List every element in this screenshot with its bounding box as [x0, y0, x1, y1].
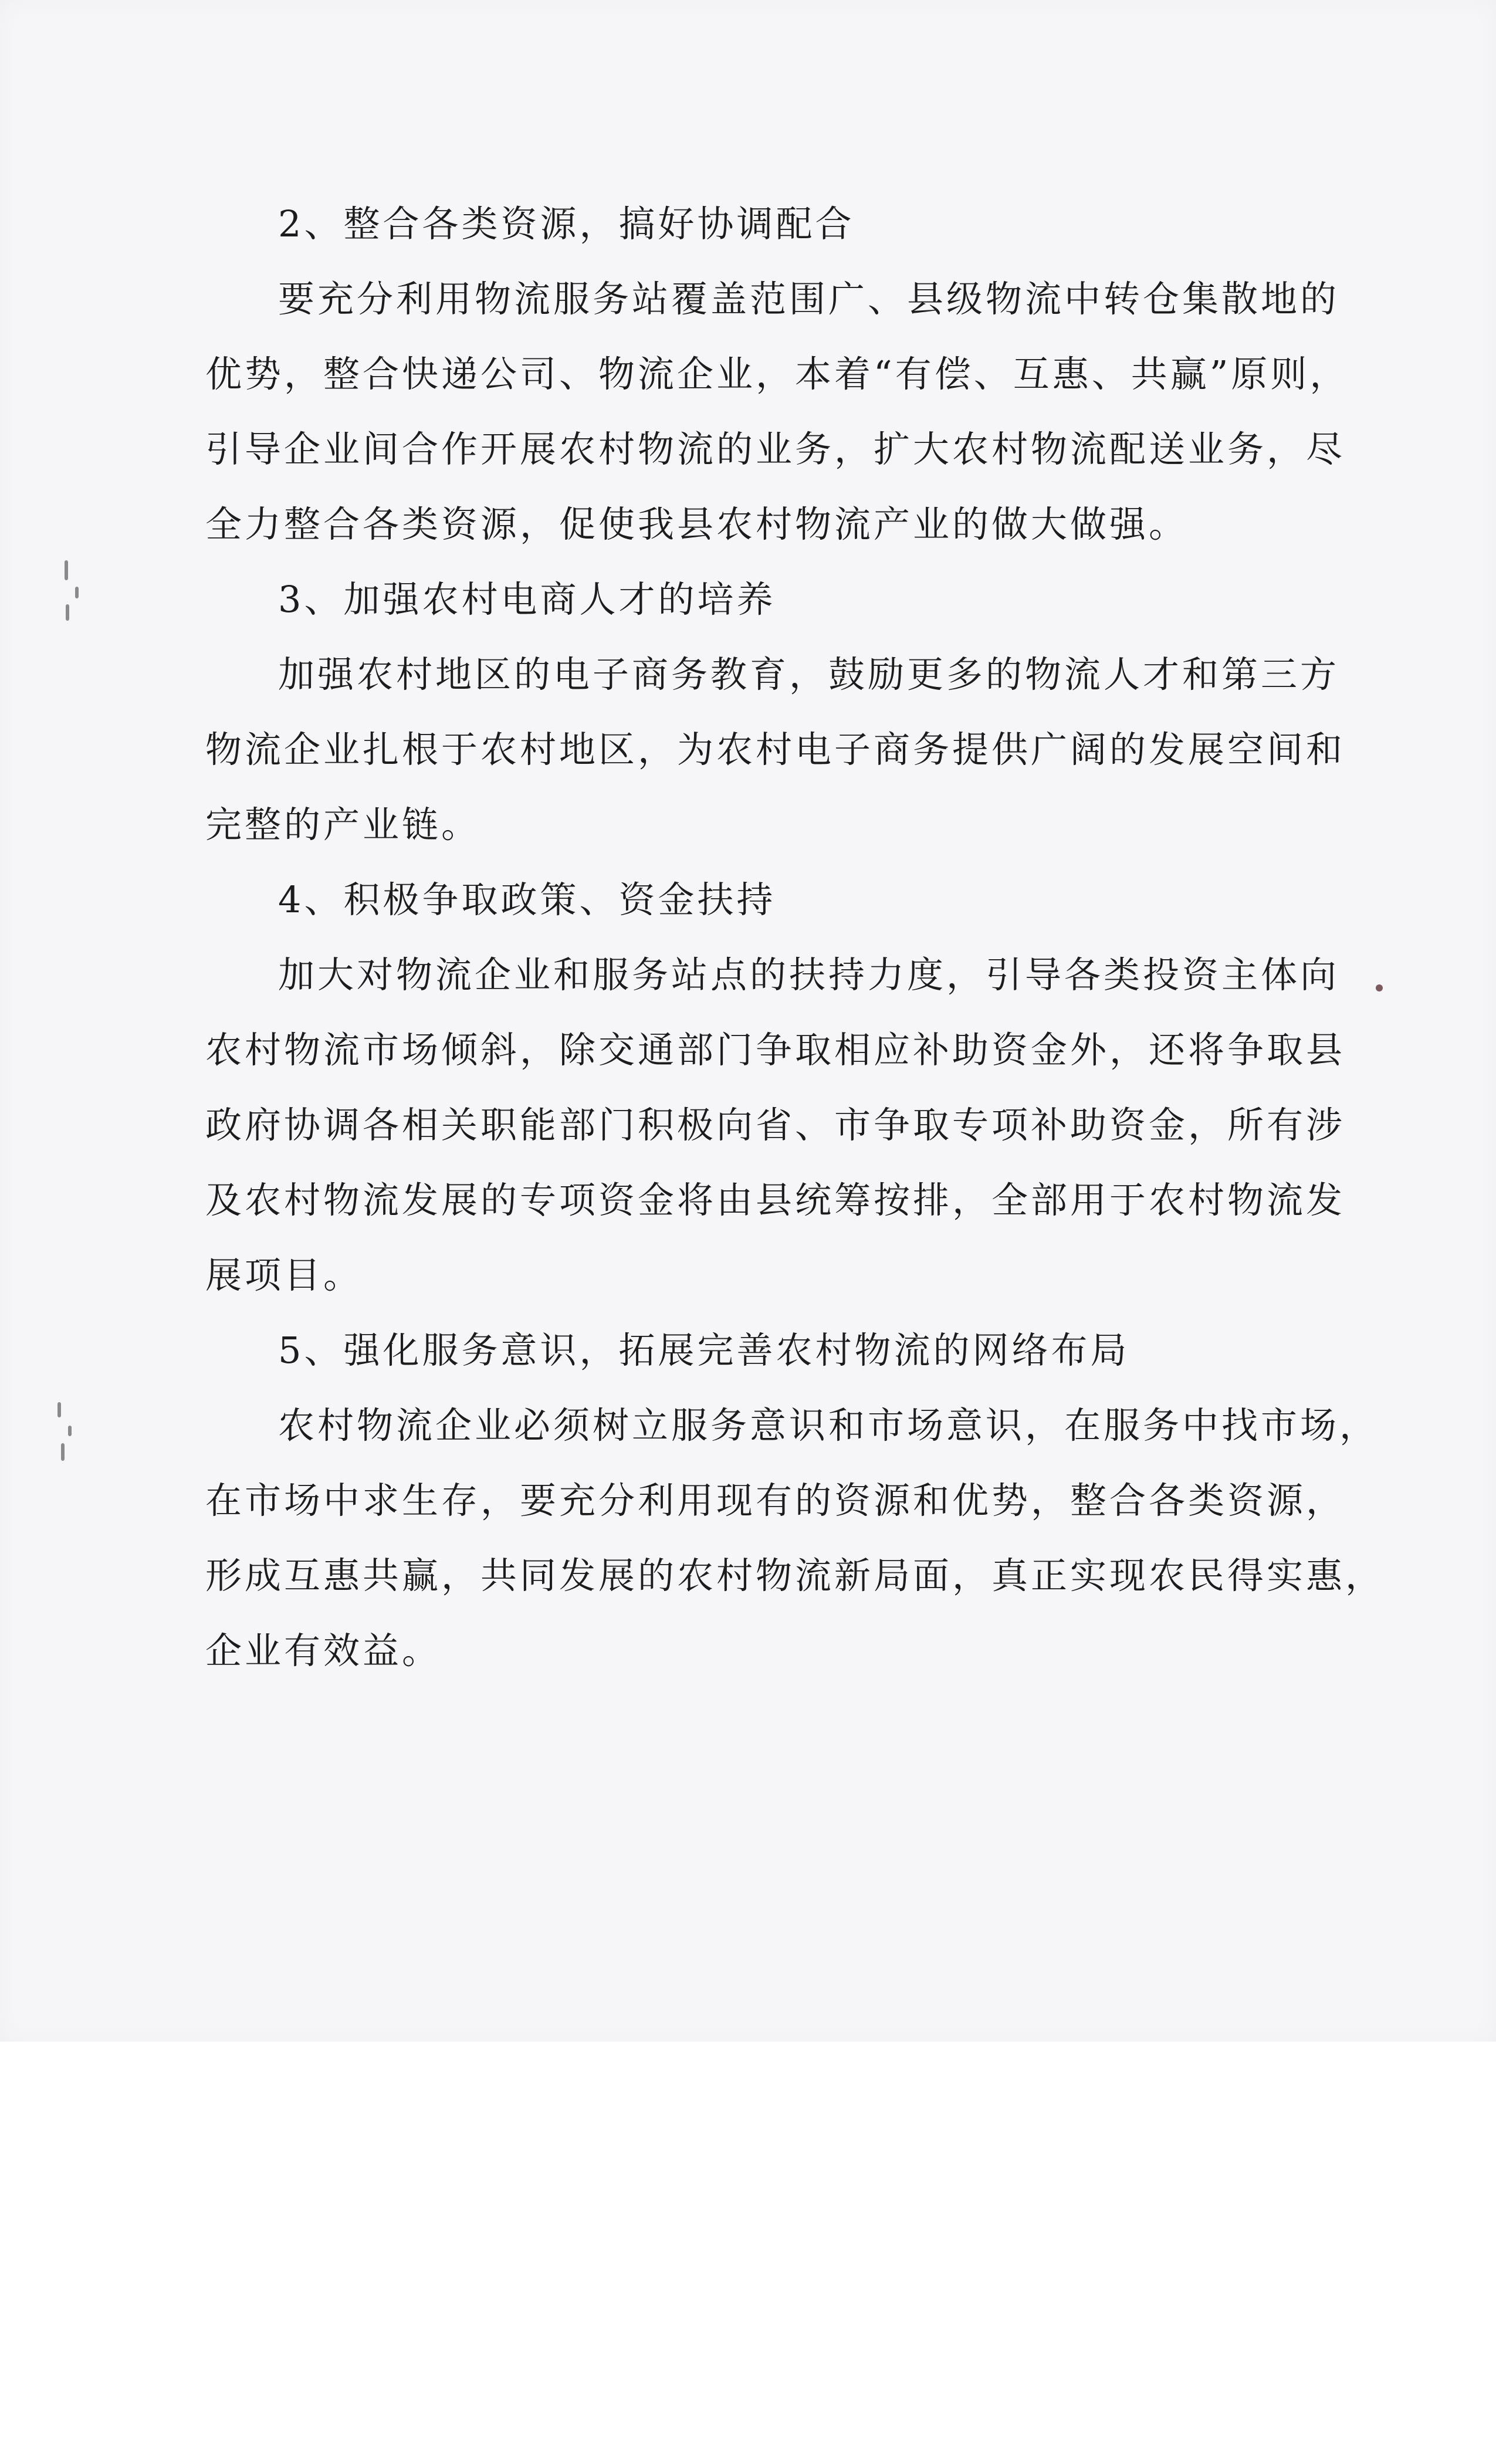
binding-hole-mark — [57, 1402, 61, 1417]
binding-hole-mark — [65, 560, 68, 580]
paragraph-line: 及农村物流发展的专项资金将由县统筹按排，全部用于农村物流发 — [205, 1179, 1346, 1221]
paragraph-line: 形成互惠共赢，共同发展的农村物流新局面，真正实现农民得实惠， — [205, 1554, 1385, 1597]
paragraph-line: 完整的产业链。 — [205, 803, 481, 846]
binding-hole-mark — [75, 587, 79, 598]
section-heading-3: 3、加强农村电商人才的培养 — [278, 578, 776, 621]
paragraph-line: 政府协调各相关职能部门积极向省、市争取专项补助资金，所有涉 — [205, 1104, 1346, 1146]
binding-hole-mark — [61, 1443, 65, 1461]
binding-hole-mark — [68, 1426, 72, 1436]
paragraph-line: 农村物流企业必须树立服务意识和市场意识，在服务中找市场， — [278, 1404, 1379, 1447]
section-heading-5: 5、强化服务意识，拓展完善农村物流的网络布局 — [278, 1329, 1130, 1372]
paragraph-line: 物流企业扎根于农村地区，为农村电子商务提供广阔的发展空间和 — [205, 728, 1346, 771]
paragraph-line: 企业有效益。 — [205, 1629, 442, 1672]
paragraph-line: 展项目。 — [205, 1254, 363, 1297]
binding-hole-mark — [66, 604, 69, 621]
paragraph-line: 加大对物流企业和服务站点的扶持力度，引导各类投资主体向 — [278, 953, 1340, 996]
ink-dot — [1376, 984, 1383, 991]
blank-area — [0, 2042, 1496, 2464]
paragraph-line: 在市场中求生存，要充分利用现有的资源和优势，整合各类资源， — [205, 1479, 1346, 1522]
section-heading-4: 4、积极争取政策、资金扶持 — [278, 878, 776, 921]
paragraph-line: 加强农村地区的电子商务教育，鼓励更多的物流人才和第三方 — [278, 653, 1340, 696]
paragraph-line: 优势，整合快递公司、物流企业，本着“有偿、互惠、共赢”原则， — [205, 353, 1349, 395]
paragraph-line: 全力整合各类资源，促使我县农村物流产业的做大做强。 — [205, 503, 1189, 546]
paragraph-line: 引导企业间合作开展农村物流的业务，扩大农村物流配送业务，尽 — [205, 428, 1346, 471]
paragraph-line: 要充分利用物流服务站覆盖范围广、县级物流中转仓集散地的 — [278, 277, 1340, 320]
paragraph-line: 农村物流市场倾斜，除交通部门争取相应补助资金外，还将争取县 — [205, 1028, 1346, 1071]
section-heading-2: 2、整合各类资源，搞好协调配合 — [278, 202, 855, 245]
document-body — [205, 187, 1385, 1688]
